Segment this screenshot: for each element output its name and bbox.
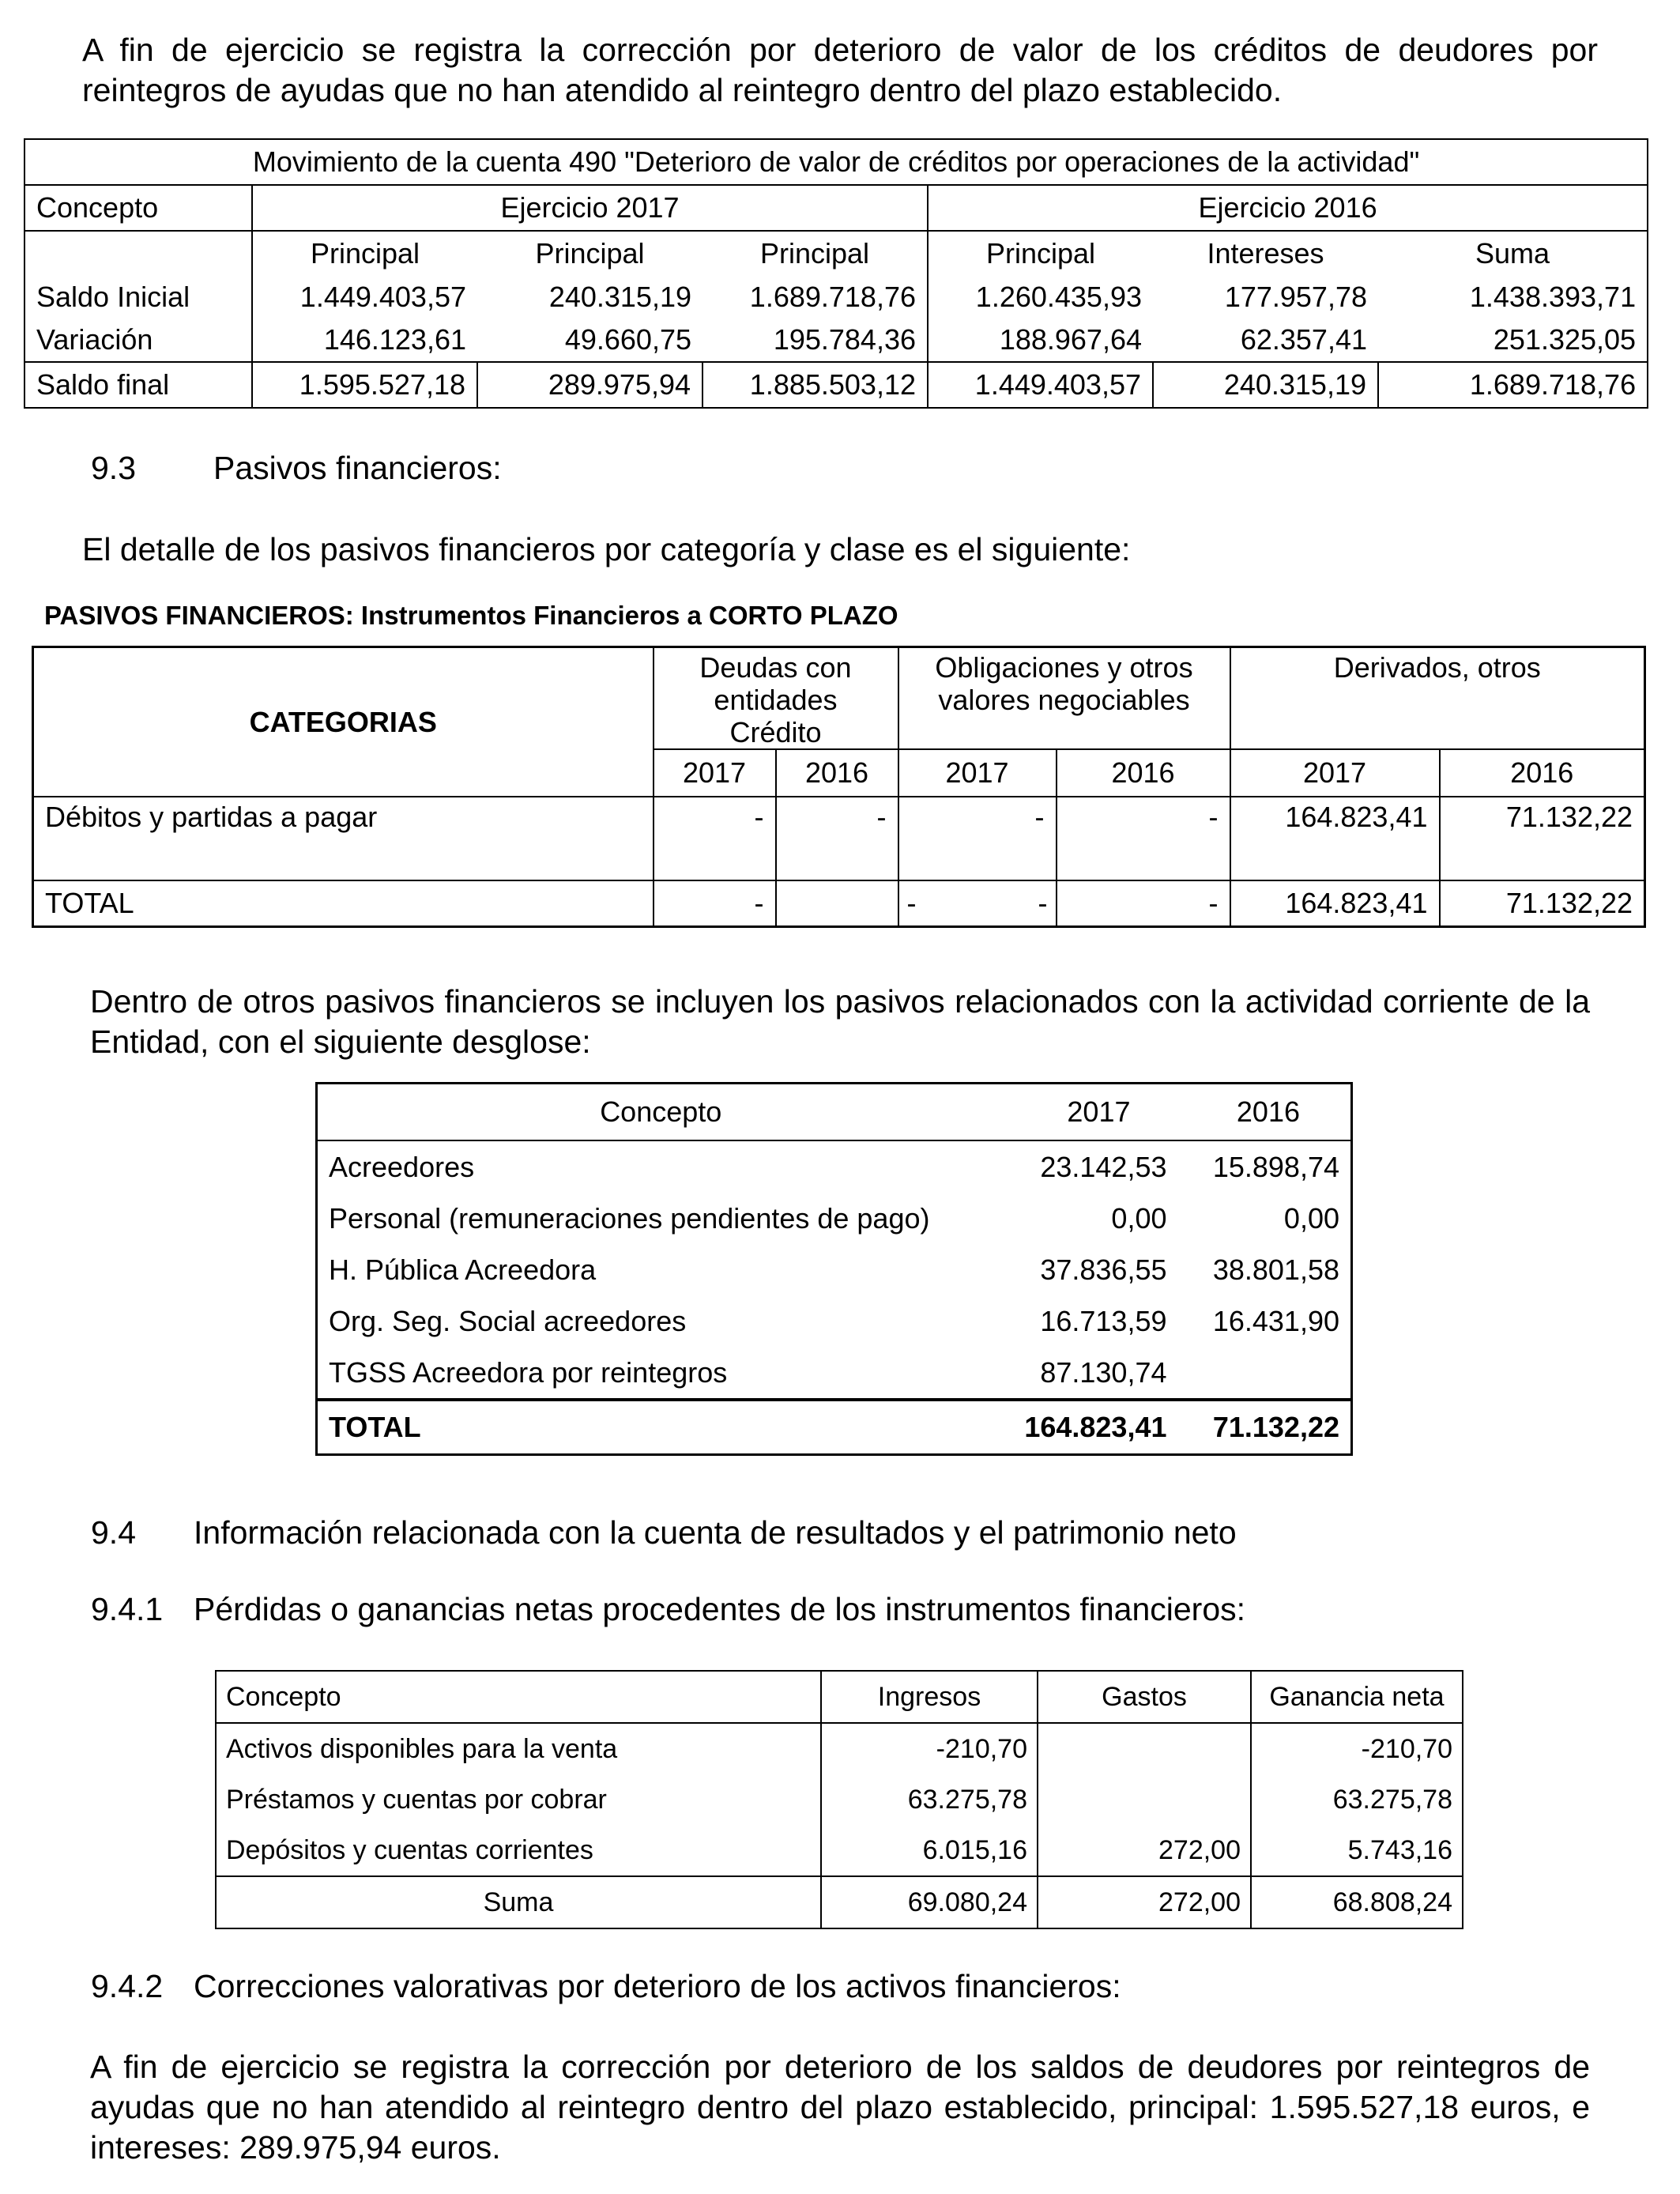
cell: - xyxy=(898,797,1057,880)
cell: 289.975,94 xyxy=(477,362,703,408)
cell: 49.660,75 xyxy=(564,323,691,356)
deterioro-movement-table xyxy=(24,138,1648,409)
section-number: 9.3 xyxy=(91,450,136,486)
final-paragraph: A fin de ejercicio se registra la corrección por deterioro de los saldos de deudores por reintegros de ayudas que no han atendido al reintegro dentro del plazo establecido, principal: 1.595.527,18 euros, e intereses: 289.975,94 euros. xyxy=(90,2049,1590,2166)
table-row xyxy=(33,797,1645,880)
cell: 195.784,36 xyxy=(773,323,916,356)
cell: 272,00 xyxy=(1038,1876,1251,1928)
cell: -210,70 xyxy=(1251,1723,1463,1774)
table-title-row xyxy=(24,139,1648,185)
cell xyxy=(1038,1723,1251,1774)
cell: 1.885.503,12 xyxy=(703,362,928,408)
row-label: Personal (remuneraciones pendientes de pago) xyxy=(329,1201,930,1235)
cell xyxy=(776,880,898,926)
year-header: 2016 xyxy=(1440,749,1645,797)
table-row xyxy=(317,1347,1352,1400)
table-row xyxy=(24,276,1648,319)
cell xyxy=(1038,1774,1251,1825)
ejercicio-2016-header: Ejercicio 2016 xyxy=(928,185,1648,231)
cell: 164.823,41 xyxy=(1230,880,1440,926)
subheader: Intereses xyxy=(1153,231,1378,276)
section-title: Correcciones valorativas por deterioro de los activos financieros: xyxy=(194,1968,1121,2004)
cell: 71.132,22 xyxy=(1440,880,1645,926)
cell: - xyxy=(654,880,776,926)
year-header: 2017 xyxy=(898,749,1057,797)
intro-paragraph: A fin de ejercicio se registra la corrección por deterioro de valor de los créditos de deudores por reintegros de ayudas que no han atendido al reintegro dentro del plazo establecido. xyxy=(82,32,1598,108)
cell: - xyxy=(906,886,917,919)
cell: 1.438.393,71 xyxy=(1469,281,1637,313)
table-title: Movimiento de la cuenta 490 "Deterioro de valor de créditos por operaciones de la actividad" xyxy=(252,145,1420,178)
total-row xyxy=(33,880,1645,926)
row-label: Débitos y partidas a pagar xyxy=(33,797,654,880)
section-title: Información relacionada con la cuenta de resultados y el patrimonio neto xyxy=(194,1514,1237,1551)
cell: -210,70 xyxy=(821,1723,1038,1774)
table-row xyxy=(317,1295,1352,1347)
subheader: Principal xyxy=(703,231,928,276)
cell: 1.449.403,57 xyxy=(928,362,1153,408)
total-row xyxy=(317,1400,1352,1455)
row-label: H. Pública Acreedora xyxy=(329,1253,597,1286)
cell: 37.836,55 xyxy=(1040,1253,1167,1286)
cell: 1.689.718,76 xyxy=(749,281,916,313)
group-header-row xyxy=(24,185,1648,231)
row-label: Org. Seg. Social acreedores xyxy=(329,1304,687,1337)
cell: 1.260.435,93 xyxy=(928,276,1153,319)
otros-pasivos-paragraph: Dentro de otros pasivos financieros se incluyen los pasivos relacionados con la actividad corriente de la Entidad, con el siguiente desglose: xyxy=(90,983,1590,1060)
deudas-header: Deudas con entidades Crédito xyxy=(654,647,898,750)
subheader: Principal xyxy=(252,231,477,276)
cell: 23.142,53 xyxy=(1040,1150,1167,1183)
table-row xyxy=(24,362,1648,408)
cell: - xyxy=(1057,797,1230,880)
cell: 71.132,22 xyxy=(1440,797,1645,880)
year-header: 2017 xyxy=(1230,749,1440,797)
cell: 240.315,19 xyxy=(548,281,691,313)
table-row xyxy=(216,1774,1463,1825)
group-header-row xyxy=(33,647,1645,750)
section-9-4-heading xyxy=(91,1513,1592,1552)
cell: 0,00 xyxy=(1283,1201,1339,1235)
header-row xyxy=(317,1084,1352,1141)
section-number: 9.4.2 xyxy=(91,1968,164,2004)
ingresos-header: Ingresos xyxy=(821,1671,1038,1723)
row-label: Activos disponibles para la venta xyxy=(226,1733,618,1764)
cell: 38.801,58 xyxy=(1212,1253,1339,1286)
cell: 164.823,41 xyxy=(1230,797,1440,880)
table-row xyxy=(317,1140,1352,1193)
otros-pasivos-table xyxy=(315,1082,1353,1456)
cell: - xyxy=(776,797,898,880)
suma-row xyxy=(216,1876,1463,1928)
section-title: Pasivos financieros: xyxy=(213,450,502,486)
year-header: 2016 xyxy=(1057,749,1230,797)
row-label: Depósitos y cuentas corrientes xyxy=(226,1834,593,1865)
cell: 177.957,78 xyxy=(1224,281,1367,313)
row-label: Saldo Inicial xyxy=(36,281,190,313)
concepto-header: Concepto xyxy=(216,1671,821,1723)
year-header: 2017 xyxy=(654,749,776,797)
table-row xyxy=(216,1825,1463,1876)
subheader-row xyxy=(24,231,1648,276)
cell: 240.315,19 xyxy=(1153,362,1378,408)
cell: 146.123,61 xyxy=(252,319,477,362)
cell: 16.431,90 xyxy=(1212,1304,1339,1337)
concepto-header: Concepto xyxy=(317,1084,1004,1141)
pasivos-financieros-table xyxy=(32,646,1646,928)
year-header: 2016 xyxy=(1178,1084,1352,1141)
cell: 251.325,05 xyxy=(1493,323,1637,356)
concepto-header: Concepto xyxy=(24,185,252,231)
row-label: Variación xyxy=(36,323,153,356)
year-header: 2016 xyxy=(776,749,898,797)
section-title: Pérdidas o ganancias netas procedentes de los instrumentos financieros: xyxy=(194,1591,1246,1627)
section-number: 9.4.1 xyxy=(91,1591,164,1627)
cell xyxy=(1178,1347,1352,1400)
table-row xyxy=(317,1244,1352,1295)
subheader: Principal xyxy=(477,231,703,276)
categorias-header: CATEGORIAS xyxy=(33,647,654,797)
table-caption: PASIVOS FINANCIEROS: Instrumentos Financieros a CORTO PLAZO xyxy=(44,601,898,630)
perdidas-ganancias-table xyxy=(215,1670,1463,1929)
row-label: Suma xyxy=(216,1876,821,1928)
cell: 5.743,16 xyxy=(1251,1825,1463,1876)
ganancia-header: Ganancia neta xyxy=(1251,1671,1463,1723)
cell: 6.015,16 xyxy=(821,1825,1038,1876)
cell: 16.713,59 xyxy=(1040,1304,1167,1337)
cell: 68.808,24 xyxy=(1251,1876,1463,1928)
cell: 1.595.527,18 xyxy=(252,362,477,408)
gastos-header: Gastos xyxy=(1038,1671,1251,1723)
cell: - xyxy=(654,797,776,880)
cell: 62.357,41 xyxy=(1240,323,1367,356)
cell: 1.689.718,76 xyxy=(1378,362,1648,408)
row-label: TOTAL xyxy=(317,1400,1004,1455)
header-row xyxy=(216,1671,1463,1723)
cell: 272,00 xyxy=(1038,1825,1251,1876)
cell: 71.132,22 xyxy=(1178,1400,1352,1455)
empty-cell xyxy=(24,231,252,276)
section-9-3-heading xyxy=(91,448,1592,488)
obligaciones-header: Obligaciones y otros valores negociables xyxy=(898,647,1230,750)
table-row xyxy=(216,1723,1463,1774)
section-9-4-2-heading xyxy=(91,1966,1592,2006)
subheader: Principal xyxy=(928,231,1153,276)
derivados-header: Derivados, otros xyxy=(1230,647,1645,750)
section-9-4-1-heading xyxy=(91,1589,1592,1629)
cell: 63.275,78 xyxy=(1251,1774,1463,1825)
cell: 63.275,78 xyxy=(821,1774,1038,1825)
cell: 164.823,41 xyxy=(1004,1400,1178,1455)
year-header: 2017 xyxy=(1004,1084,1178,1141)
row-label: TOTAL xyxy=(33,880,654,926)
section-number: 9.4 xyxy=(91,1514,136,1551)
cell: - xyxy=(1057,880,1230,926)
cell-pair xyxy=(898,880,1057,926)
row-label: TGSS Acreedora por reintegros xyxy=(329,1355,728,1389)
row-label: Saldo final xyxy=(24,362,252,408)
cell: 15.898,74 xyxy=(1212,1150,1339,1183)
row-label: Acreedores xyxy=(329,1150,475,1183)
ejercicio-2017-header: Ejercicio 2017 xyxy=(252,185,928,231)
table-row xyxy=(317,1193,1352,1244)
pasivos-intro: El detalle de los pasivos financieros por categoría y clase es el siguiente: xyxy=(82,531,1131,567)
cell: 69.080,24 xyxy=(821,1876,1038,1928)
cell: 0,00 xyxy=(1111,1201,1167,1235)
cell: 1.449.403,57 xyxy=(252,276,477,319)
cell: 188.967,64 xyxy=(928,319,1153,362)
row-label: Préstamos y cuentas por cobrar xyxy=(226,1784,607,1815)
cell: - xyxy=(1038,886,1048,919)
subheader: Suma xyxy=(1378,231,1648,276)
table-row xyxy=(24,319,1648,362)
cell: 87.130,74 xyxy=(1040,1355,1167,1389)
